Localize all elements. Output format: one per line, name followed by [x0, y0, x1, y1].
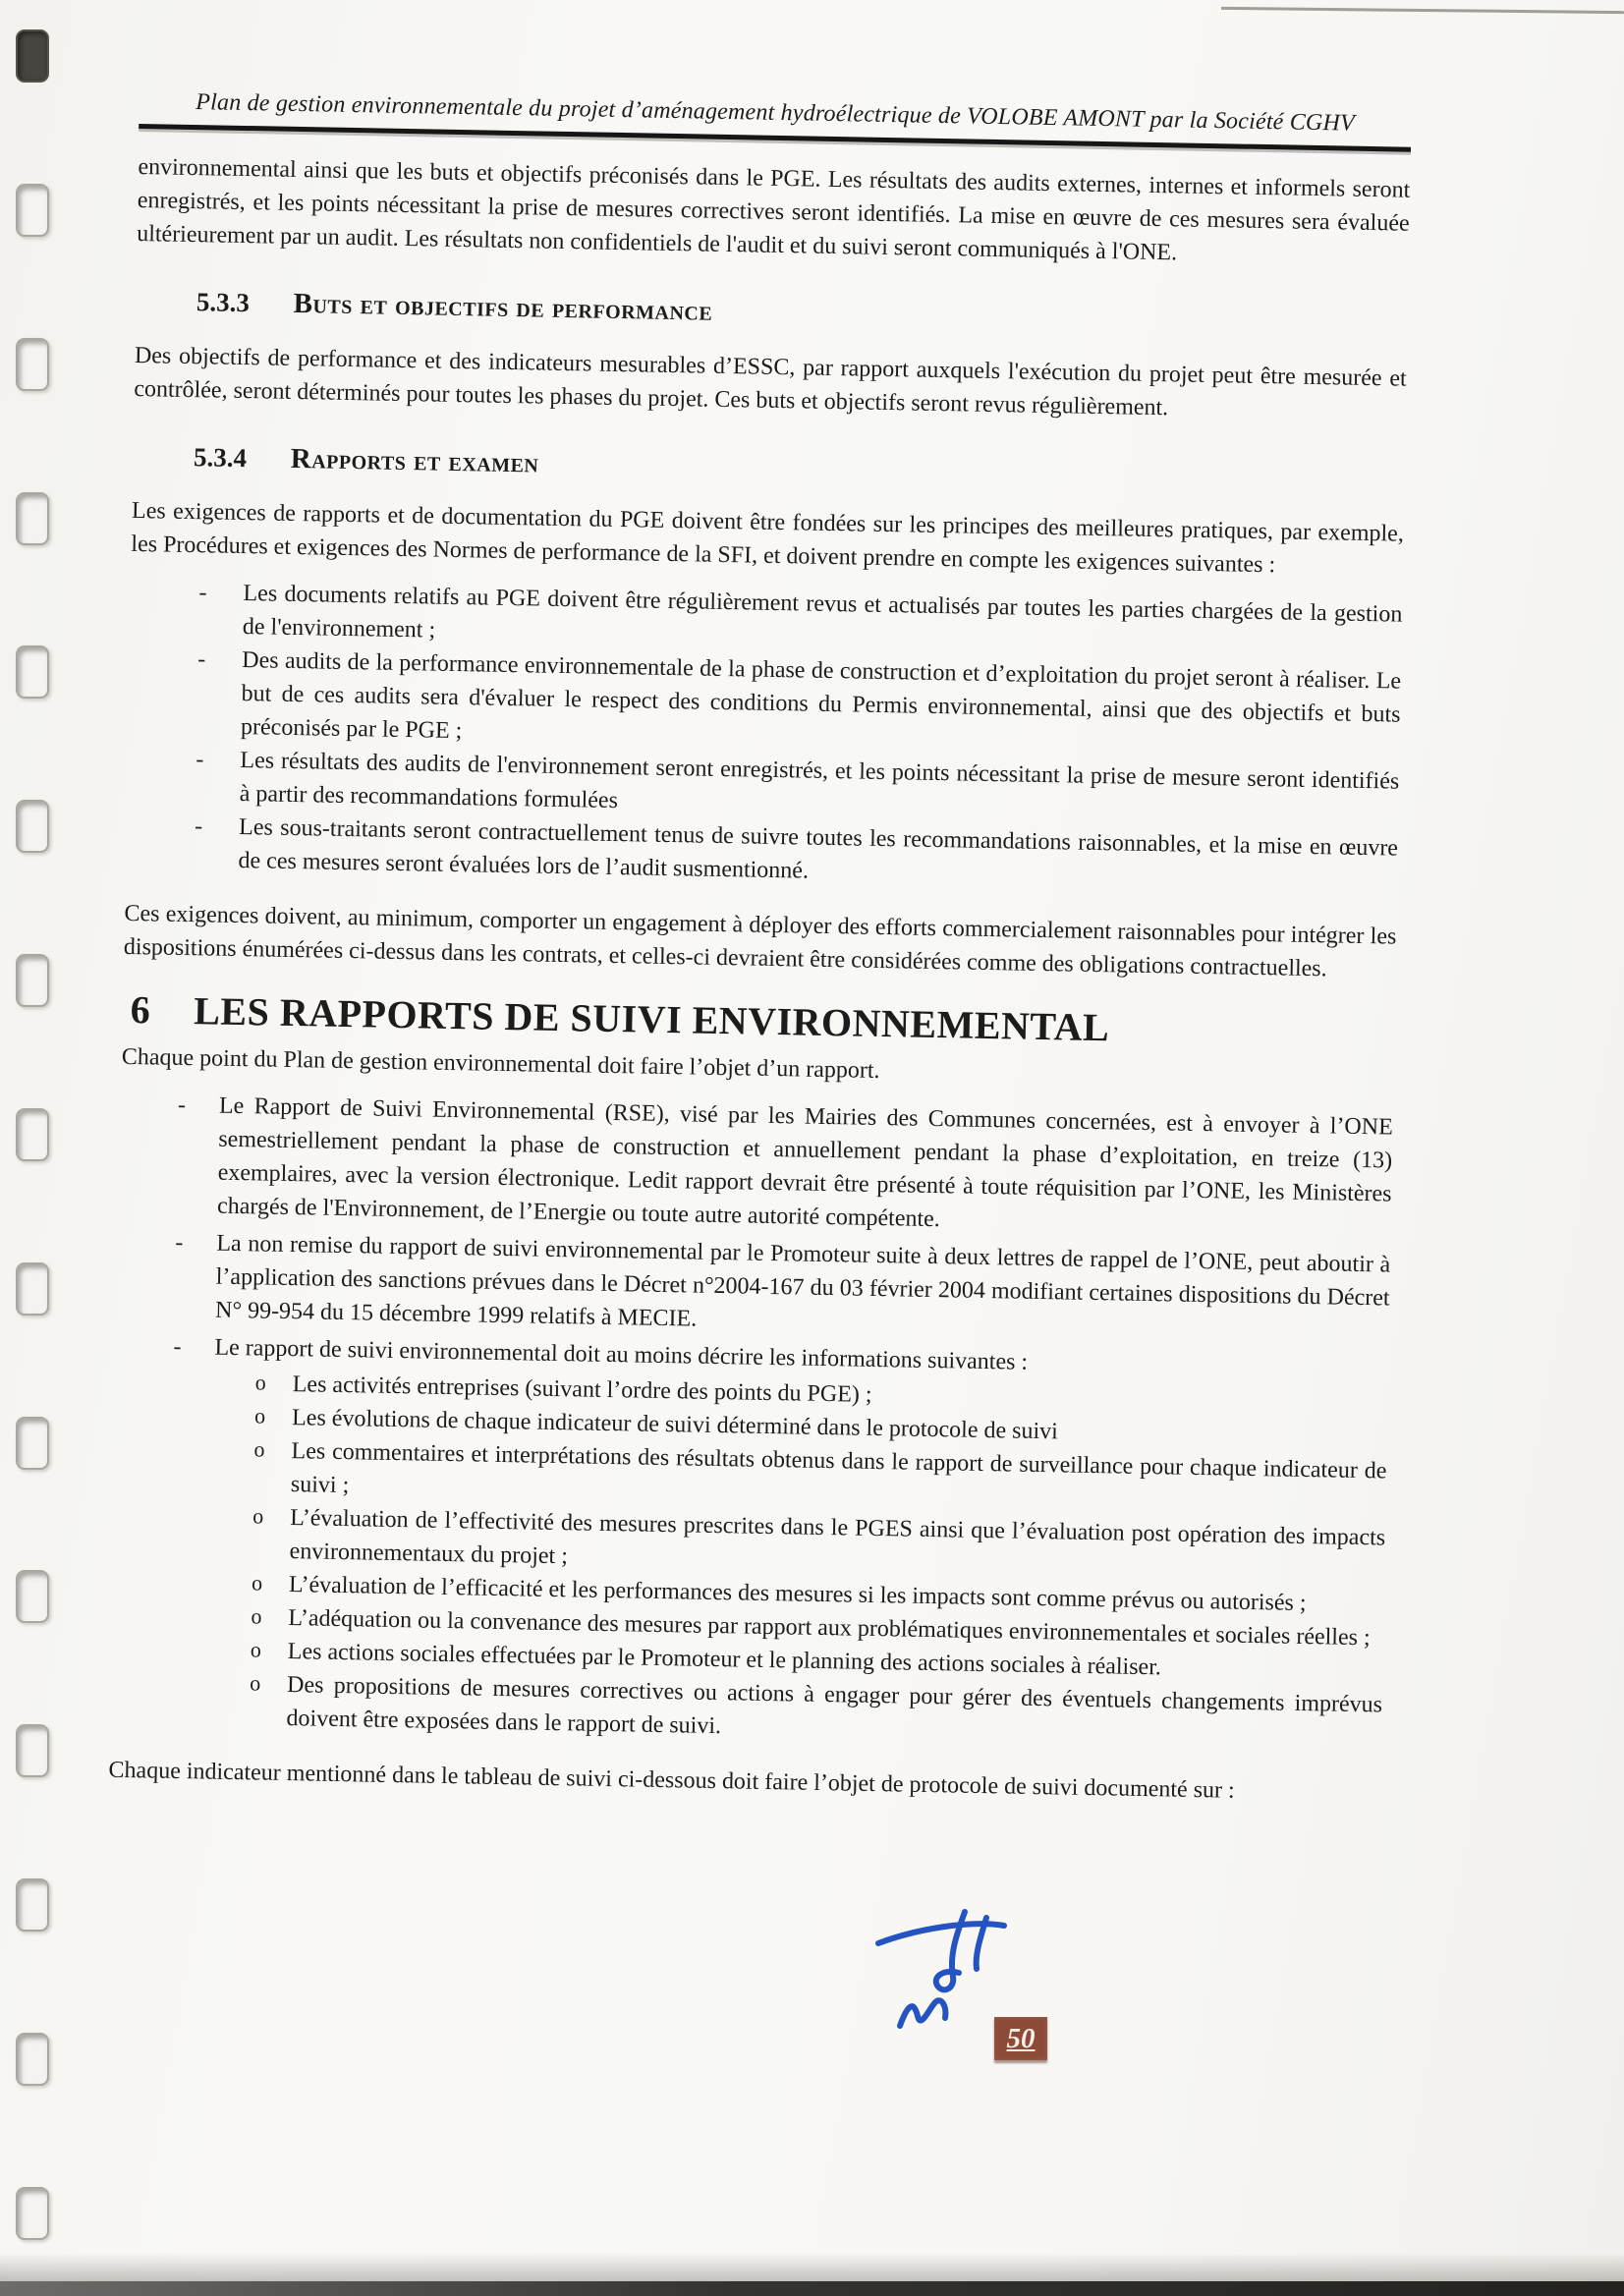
paragraph-final: Chaque indicateur mentionné dans le tableau de suivi ci-dessous doit faire l’objet de protocole de suivi documenté sur : [108, 1757, 1235, 1804]
circle-bullet: o [252, 1503, 264, 1529]
circle-bullet: o [254, 1370, 267, 1395]
circle-bullet: o [251, 1570, 263, 1596]
binder-hole [16, 29, 49, 83]
circle-bullet: o [253, 1436, 265, 1462]
chapter-title: LES RAPPORTS DE SUIVI ENVIRONNEMENTAL [193, 988, 1110, 1050]
paragraph-intro: environnemental ainsi que les buts et objectifs préconisés dans le PGE. Les résultats des audits externes, internes et informels seront enregistrés, et les points nécessitant la prise de mesures correctives seront identifiés. La mise en œuvre de ces mesures sera évaluée ultérieurement par un audit. Les résultats non confidentiels de l'audit et du suivi seront communiqués à l'ONE. [136, 153, 1411, 266]
circle-bullet: o [250, 1637, 262, 1662]
section-heading-5-3-4 [194, 440, 1405, 496]
list-item-text: Les évolutions de chaque indicateur de suivi déterminé dans le protocole de suivi [291, 1405, 1059, 1445]
list-item-text: Les résultats des audits de l'environnement seront enregistrés, et les points nécessitant la prise de mesure seront identifiés à partir des recommandations formulées [239, 747, 1400, 814]
binder-hole [16, 1262, 49, 1316]
circle-bullet: o [253, 1403, 266, 1428]
dash-bullet: - [177, 1092, 187, 1119]
scan-edge-shadow [0, 2253, 1624, 2282]
list-item-text: Les actions sociales effectuées par le Promoteur et le planning des actions sociales à réaliser. [287, 1639, 1162, 1681]
list-item-text: Les activités entreprises (suivant l’ordre des points du PGE) ; [292, 1372, 872, 1408]
dash-bullet: - [196, 747, 204, 773]
list-item [109, 1329, 1388, 1756]
list-item [119, 1088, 1393, 1245]
binder-hole [16, 1724, 49, 1777]
binder-hole [16, 1878, 49, 1932]
paragraph-closing-534: Ces exigences doivent, au minimum, comporter un engagement à déployer des efforts commercialement raisonnables pour intégrer les dispositions énumérées ci-dessus dans les contrats, et celles-ci devraient être considérées comme des obligations contractuelles. [123, 900, 1397, 982]
list-item-text: Le Rapport de Suivi Environnemental (RSE), visé par les Mairies des Communes concernées, est à envoyer à l’ONE semestriellement pendant la phase de construction et annuellement pendant la phase d’exploitation, en treize (13) exemplaires, avec la version électronique. Ledit rapport devrait être présenté à toute réquisition par l’ONE, les Ministères chargés de l'Environnement, de l’Energie ou toute autre autorité compétente. [216, 1092, 1393, 1233]
list-item-text: L’évaluation de l’effectivité des mesures prescrites dans le PGES ainsi que l’évaluation post opération des impacts environnementaux du projet ; [289, 1505, 1386, 1570]
reporting-list [109, 1088, 1393, 1756]
list-item-text: L’évaluation de l’efficacité et les performances des mesures si les impacts sont comme prévus ou autorisés ; [288, 1572, 1307, 1617]
binder-hole [16, 184, 49, 237]
scan-edge-line [1221, 7, 1624, 14]
list-item [117, 1225, 1391, 1349]
binder-holes-column [16, 29, 59, 2240]
section-heading-5-3-3 [196, 285, 1408, 341]
binder-hole [16, 492, 49, 545]
binder-hole [16, 1417, 49, 1470]
list-item-text: Des audits de la performance environnementale de la phase de construction et d’exploitation du projet seront à réaliser. Le but de ces audits sera d'évaluer le respect des conditions du Permis environnemental, ainsi que des objectifs et buts préconisés par le PGE ; [240, 647, 1402, 745]
list-item-text: Les sous-traitants seront contractuellement tenus de suivre toutes les recommandations raisonnables, et la mise en œuvre de ces mesures seront évaluées lors de l’audit susmentionné. [238, 813, 1399, 884]
list-item-text: La non remise du rapport de suivi environnemental par le Promoteur suite à deux lettres de rappel de l’ONE, peut aboutir à l’application des sanctions prévues dans le Décret n°2004-167 du 03 février 2004 modifiant certaines dispositions du Décret N° 99-954 du 15 décembre 1999 relatifs à MECIE. [214, 1230, 1391, 1332]
binder-hole [16, 2033, 49, 2086]
circle-bullet: o [251, 1603, 262, 1629]
binder-hole [16, 338, 49, 391]
page-number: 50 [1006, 2022, 1036, 2054]
list-item-text: Les commentaires et interprétations des résultats obtenus dans le rapport de surveillance pour chaque indicateur de suivi ; [290, 1438, 1387, 1499]
section-title: Buts et objectifs de performance [293, 287, 713, 327]
running-header: Plan de gestion environnementale du projet d’aménagement hydroélectrique de VOLOBE AMONT par la Société CGHV [196, 89, 1356, 137]
list-item-text: L’adéquation ou la convenance des mesures par rapport aux problématiques environnementales et sociales réelles ; [288, 1605, 1371, 1652]
paragraph-534: Les exigences de rapports et de documentation du PGE doivent être fondées sur les principes des meilleures pratiques, par exemple, les Procédures et exigences des Normes de performance de la SFI, et doivent prendre en compte les exigences suivantes : [131, 497, 1405, 579]
list-item-text: Les documents relatifs au PGE doivent être régulièrement revus et actualisés par toutes les parties chargées de la gestion de l'environnement ; [242, 581, 1403, 644]
section-number: 5.3.4 [193, 442, 248, 474]
page-content [108, 84, 1412, 1810]
dash-bullet: - [173, 1333, 182, 1360]
chapter-heading-6 [130, 986, 1394, 1050]
paragraph-533: Des objectifs de performance et des indicateurs mesurables d’ESSC, par rapport auxquels l'exécution du projet peut être mesurée et contrôlée, seront déterminés pour toutes les phases du projet. Ces buts et objectifs seront revus régulièrement. [134, 342, 1407, 421]
report-contents-list [207, 1367, 1388, 1756]
section-number: 5.3.3 [196, 287, 251, 318]
dash-bullet: - [198, 580, 207, 606]
list-item-text: Des propositions de mesures correctives ou actions à engager pour gérer des éventuels changements imprévus doivent être exposées dans le rapport de suivi. [286, 1672, 1383, 1740]
requirements-list [125, 575, 1402, 899]
dash-bullet: - [175, 1229, 184, 1257]
dash-bullet: - [197, 646, 206, 673]
binder-hole [16, 645, 49, 699]
chapter-number: 6 [130, 986, 151, 1033]
scan-bottom-edge [0, 2281, 1624, 2296]
page-number-badge [994, 2017, 1047, 2060]
circle-bullet: o [249, 1670, 261, 1696]
binder-hole [16, 1570, 49, 1623]
paragraph-lead-6: Chaque point du Plan de gestion environnemental doit faire l’objet d’un rapport. [121, 1043, 880, 1084]
binder-hole [16, 2187, 49, 2240]
binder-hole [16, 800, 49, 853]
list-item-text: Le rapport de suivi environnemental doit au moins décrire les informations suivantes : [214, 1334, 1029, 1375]
section-title: Rapports et examen [290, 442, 539, 479]
binder-hole [16, 954, 49, 1007]
dash-bullet: - [194, 813, 203, 840]
binder-hole [16, 1108, 49, 1161]
